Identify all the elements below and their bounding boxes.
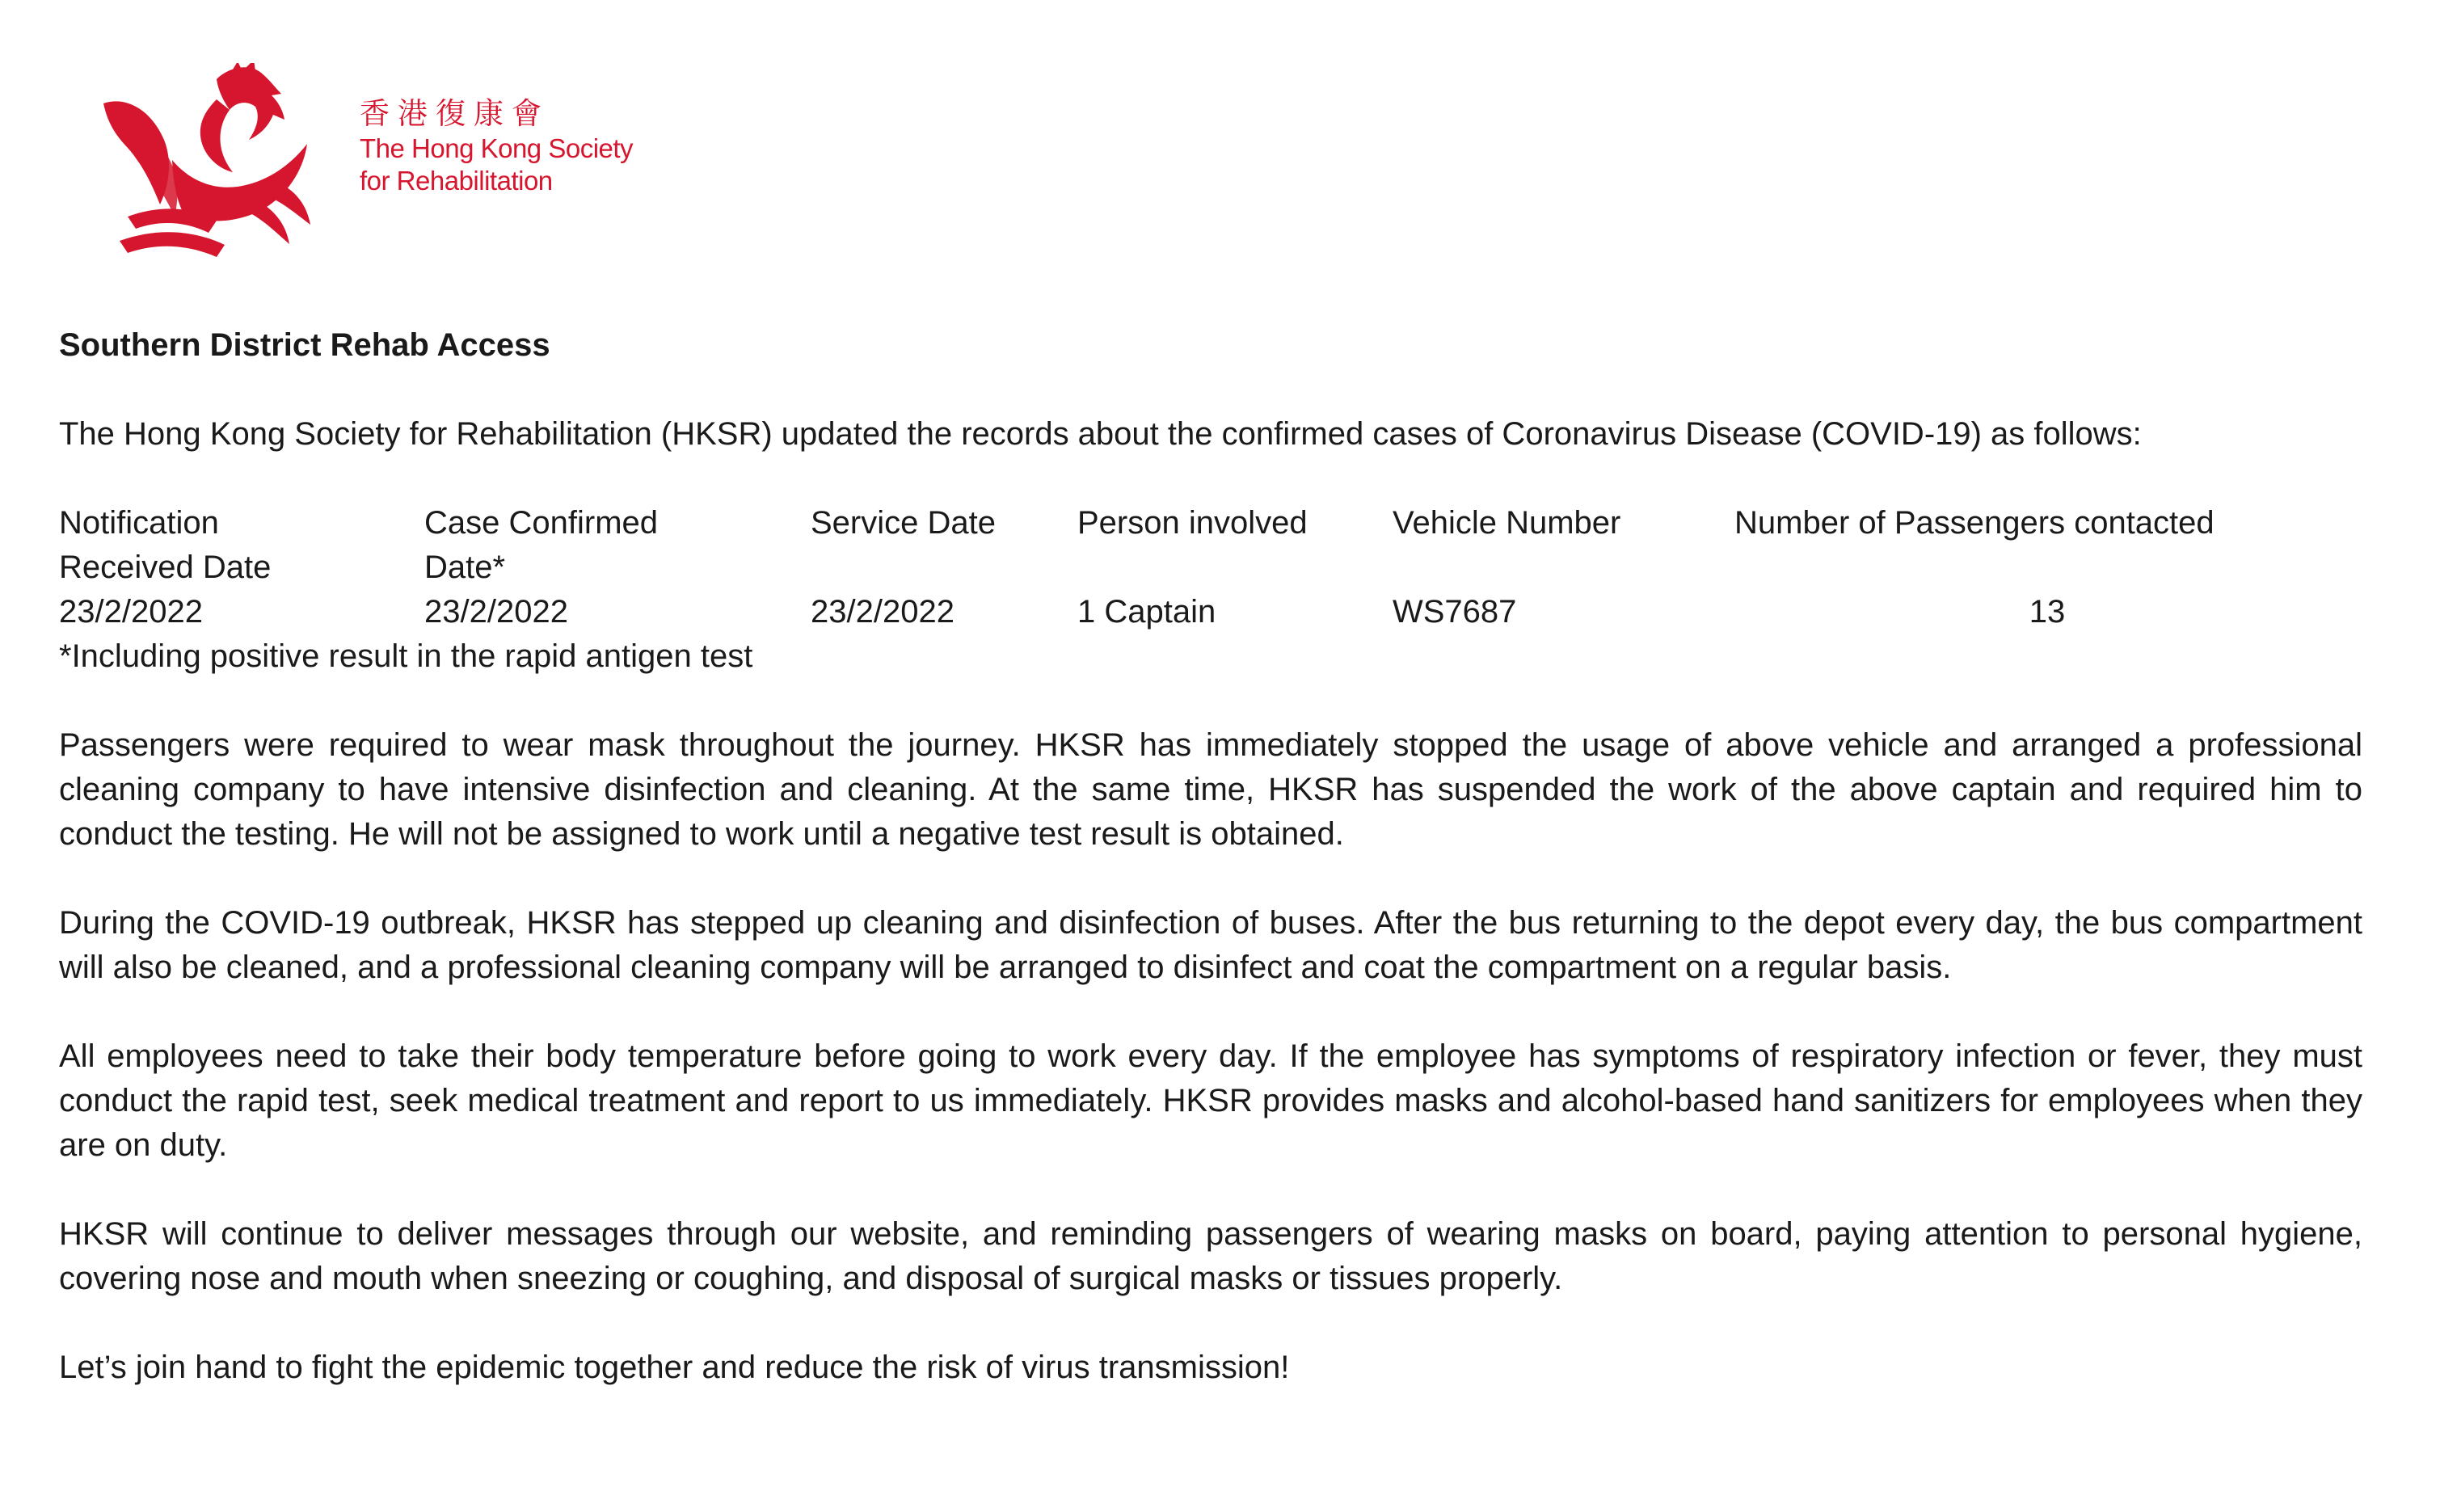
table-footnote: *Including positive result in the rapid antigen test <box>59 638 753 674</box>
logo-text <box>360 95 633 197</box>
table-cell: 23/2/2022 <box>811 594 954 630</box>
intro-paragraph: The Hong Kong Society for Rehabilitation (HKSR) updated the records about the confirmed cases of Coronavirus Disease (COVID-19) as follows: <box>59 416 2142 452</box>
paragraph: Let’s join hand to fight the epidemic together and reduce the risk of virus transmission! <box>59 1350 1290 1385</box>
case-table <box>59 501 2362 634</box>
table-header: Service Date <box>811 505 996 541</box>
table-cell: WS7687 <box>1393 594 1517 630</box>
table-cell: 23/2/2022 <box>424 594 568 630</box>
table-cell: 1 Captain <box>1077 594 1216 630</box>
notice-body <box>59 323 2362 1434</box>
paragraph: All employees need to take their body temperature before going to work every day. If the employee has symptoms of respiratory infection or fever, they must conduct the rapid test, seek medical treatment and report to us immediately. HKSR provides masks and alcohol-based hand sanitizers for employees when they are on duty. <box>59 1038 2362 1163</box>
hksr-logo <box>95 63 645 273</box>
table-header: Case Confirmed Date* <box>424 505 659 585</box>
table-header: Number of Passengers contacted <box>1734 505 2214 541</box>
logo-english-line2: for Rehabilitation <box>360 166 553 196</box>
table-header: Notification Received Date <box>59 505 272 585</box>
table-header: Vehicle Number <box>1393 505 1621 541</box>
table-header: Person involved <box>1077 505 1308 541</box>
paragraph: Passengers were required to wear mask throughout the journey. HKSR has immediately stopped the usage of above vehicle and arranged a professional cleaning company to have intensive disinfection and cleaning. At the same time, HKSR has suspended the work of the above captain and required him to conduct the testing. He will not be assigned to work until a negative test result is obtained. <box>59 727 2362 852</box>
page-title: Southern District Rehab Access <box>59 327 550 363</box>
logo-english-line1: The Hong Kong Society <box>360 133 634 163</box>
table-cell: 13 <box>2029 594 2066 630</box>
table-cell: 23/2/2022 <box>59 594 203 630</box>
table-footnote-wrap <box>59 634 2362 679</box>
phoenix-logo-icon <box>95 63 314 265</box>
paragraph: HKSR will continue to deliver messages through our website, and reminding passengers of wearing masks on board, paying attention to personal hygiene, covering nose and mouth when sneezing or coughing, and disposal of surgical masks or tissues properly. <box>59 1216 2362 1296</box>
logo-chinese-name: 香港復康會 <box>360 96 550 131</box>
paragraph: During the COVID-19 outbreak, HKSR has stepped up cleaning and disinfection of buses. After the bus returning to the depot every day, the bus compartment will also be cleaned, and a professional cleaning company will be arranged to disinfect and coat the compartment on a regular basis. <box>59 905 2362 985</box>
